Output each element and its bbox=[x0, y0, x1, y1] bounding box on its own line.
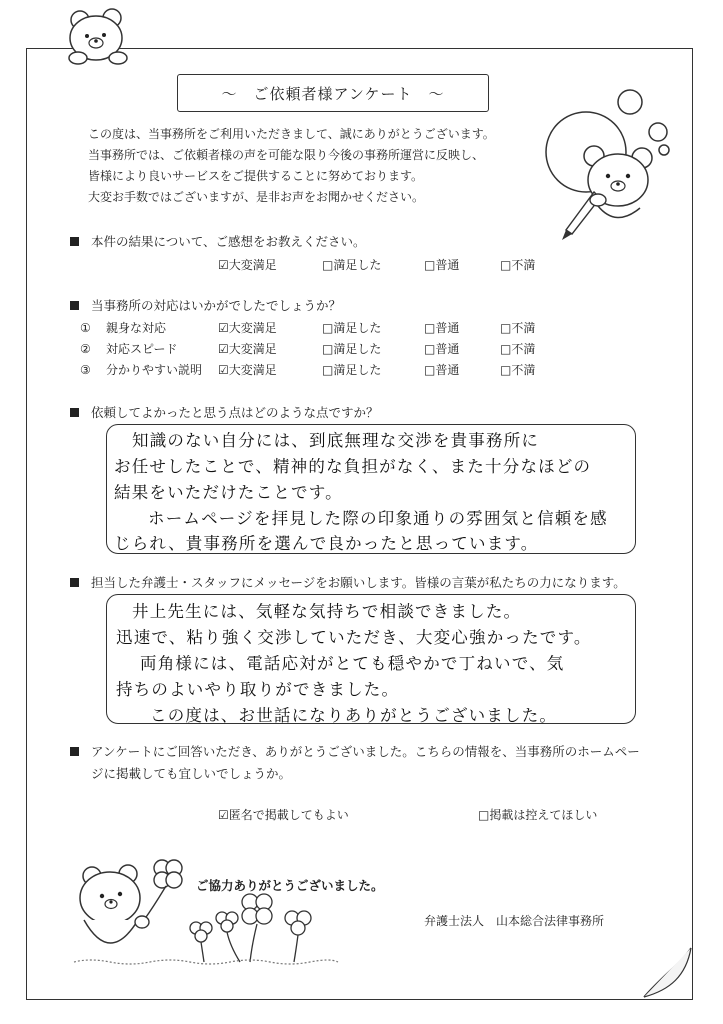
question-5-line: アンケートにご回答いただき、ありがとうございました。こちらの情報を、当事務所のホームペー bbox=[91, 744, 640, 759]
item-number: ② bbox=[80, 342, 91, 356]
q2-item-1 bbox=[80, 319, 166, 336]
item-number: ① bbox=[80, 321, 91, 335]
q5-option-decline[interactable]: □掲載は控えてほしい bbox=[478, 808, 598, 822]
page-curl-decoration bbox=[640, 946, 692, 998]
question-3-text: 依頼してよかったと思う点はどのような点ですか？ bbox=[91, 405, 379, 420]
firm-name: 弁護士法人 山本総合法律事務所 bbox=[424, 914, 605, 928]
q2-1-option-satisfied[interactable]: □満足した bbox=[322, 321, 382, 335]
q2-item-2 bbox=[80, 340, 178, 357]
q2-2-option-satisfied[interactable]: □満足した bbox=[322, 342, 382, 356]
question-4 bbox=[70, 573, 626, 591]
intro-text bbox=[88, 124, 538, 208]
q2-2-option-neutral[interactable]: □普通 bbox=[424, 342, 460, 356]
question-2-text: 当事務所の対応はいかがでしたでしょうか？ bbox=[91, 298, 342, 313]
q5-option-anonymous-ok[interactable]: ☑匿名で掲載してもよい bbox=[218, 808, 349, 822]
q3-answer-line: 結果をいただけたことです。 bbox=[114, 483, 343, 502]
q3-answer-line: じられ、貴事務所を選んで良かったと思っています。 bbox=[114, 534, 539, 553]
q2-3-option-dissatisfied[interactable]: □不満 bbox=[500, 363, 536, 377]
item-label: 分かりやすい説明 bbox=[106, 363, 203, 377]
question-5 bbox=[70, 742, 640, 760]
q2-1-option-very-satisfied[interactable]: ☑大変満足 bbox=[218, 321, 277, 335]
intro-line: 皆様により良いサービスをご提供することに努めております。 bbox=[88, 169, 424, 183]
bullet-square-icon bbox=[70, 578, 79, 587]
q2-3-option-neutral[interactable]: □普通 bbox=[424, 363, 460, 377]
q3-answer-line: 知識のない自分には、到底無理な交渉を貴事務所に bbox=[132, 431, 540, 450]
q4-answer-line: 井上先生には、気軽な気持ちで相談できました。 bbox=[132, 602, 522, 621]
intro-line: 当事務所では、ご依頼者様の声を可能な限り今後の事務所運営に反映し、 bbox=[88, 148, 485, 162]
bullet-square-icon bbox=[70, 301, 79, 310]
q4-answer-line: この度は、お世話になりありがとうございました。 bbox=[150, 706, 558, 725]
intro-line: この度は、当事務所をご利用いただきまして、誠にありがとうございます。 bbox=[88, 127, 495, 141]
bullet-square-icon bbox=[70, 237, 79, 246]
q2-2-option-very-satisfied[interactable]: ☑大変満足 bbox=[218, 342, 277, 356]
question-5-continued: ジに掲載しても宜しいでしょうか。 bbox=[91, 766, 292, 781]
q1-option-satisfied[interactable]: □満足した bbox=[322, 258, 382, 272]
q2-3-option-very-satisfied[interactable]: ☑大変満足 bbox=[218, 363, 277, 377]
item-number: ③ bbox=[80, 363, 91, 377]
q2-1-option-neutral[interactable]: □普通 bbox=[424, 321, 460, 335]
intro-line: 大変お手数ではございますが、是非お声をお聞かせください。 bbox=[88, 190, 425, 204]
question-4-text: 担当した弁護士・スタッフにメッセージをお願いします。皆様の言葉が私たちの力になります。 bbox=[91, 575, 626, 590]
q2-1-option-dissatisfied[interactable]: □不満 bbox=[500, 321, 536, 335]
item-label: 対応スピード bbox=[106, 342, 178, 356]
question-1 bbox=[70, 232, 366, 250]
q4-answer-line: 迅速で、粘り強く交渉していただき、大変心強かったです。 bbox=[116, 628, 592, 647]
q2-item-3 bbox=[80, 361, 202, 378]
q2-2-option-dissatisfied[interactable]: □不満 bbox=[500, 342, 536, 356]
item-label: 親身な対応 bbox=[106, 321, 167, 335]
bear-with-clovers-illustration bbox=[70, 846, 340, 970]
bullet-square-icon bbox=[70, 408, 79, 417]
q2-3-option-satisfied[interactable]: □満足した bbox=[322, 363, 382, 377]
bear-peeking-illustration bbox=[62, 8, 138, 66]
q4-answer-line: 両角様には、電話応対がとても穏やかで丁ねいで、気 bbox=[140, 654, 565, 673]
q4-answer-line: 持ちのよいやり取りができました。 bbox=[116, 680, 400, 699]
survey-title: ～ ご依頼者様アンケート ～ bbox=[177, 74, 489, 112]
question-3 bbox=[70, 403, 379, 421]
q3-answer-line: お任せしたことで、精神的な負担がなく、また十分なほどの bbox=[114, 457, 592, 476]
question-1-text: 本件の結果について、ご感想をお教えください。 bbox=[91, 234, 366, 249]
q1-option-very-satisfied[interactable]: ☑大変満足 bbox=[218, 258, 277, 272]
q1-option-neutral[interactable]: □普通 bbox=[424, 258, 460, 272]
bear-with-pencil-illustration bbox=[536, 88, 686, 248]
q3-answer-line: ホームページを拝見した際の印象通りの雰囲気と信頼を感 bbox=[148, 509, 608, 528]
thank-you-message: ご協力ありがとうございました。 bbox=[196, 878, 384, 893]
bullet-square-icon bbox=[70, 747, 79, 756]
q1-option-dissatisfied[interactable]: □不満 bbox=[500, 258, 536, 272]
question-2 bbox=[70, 296, 341, 314]
